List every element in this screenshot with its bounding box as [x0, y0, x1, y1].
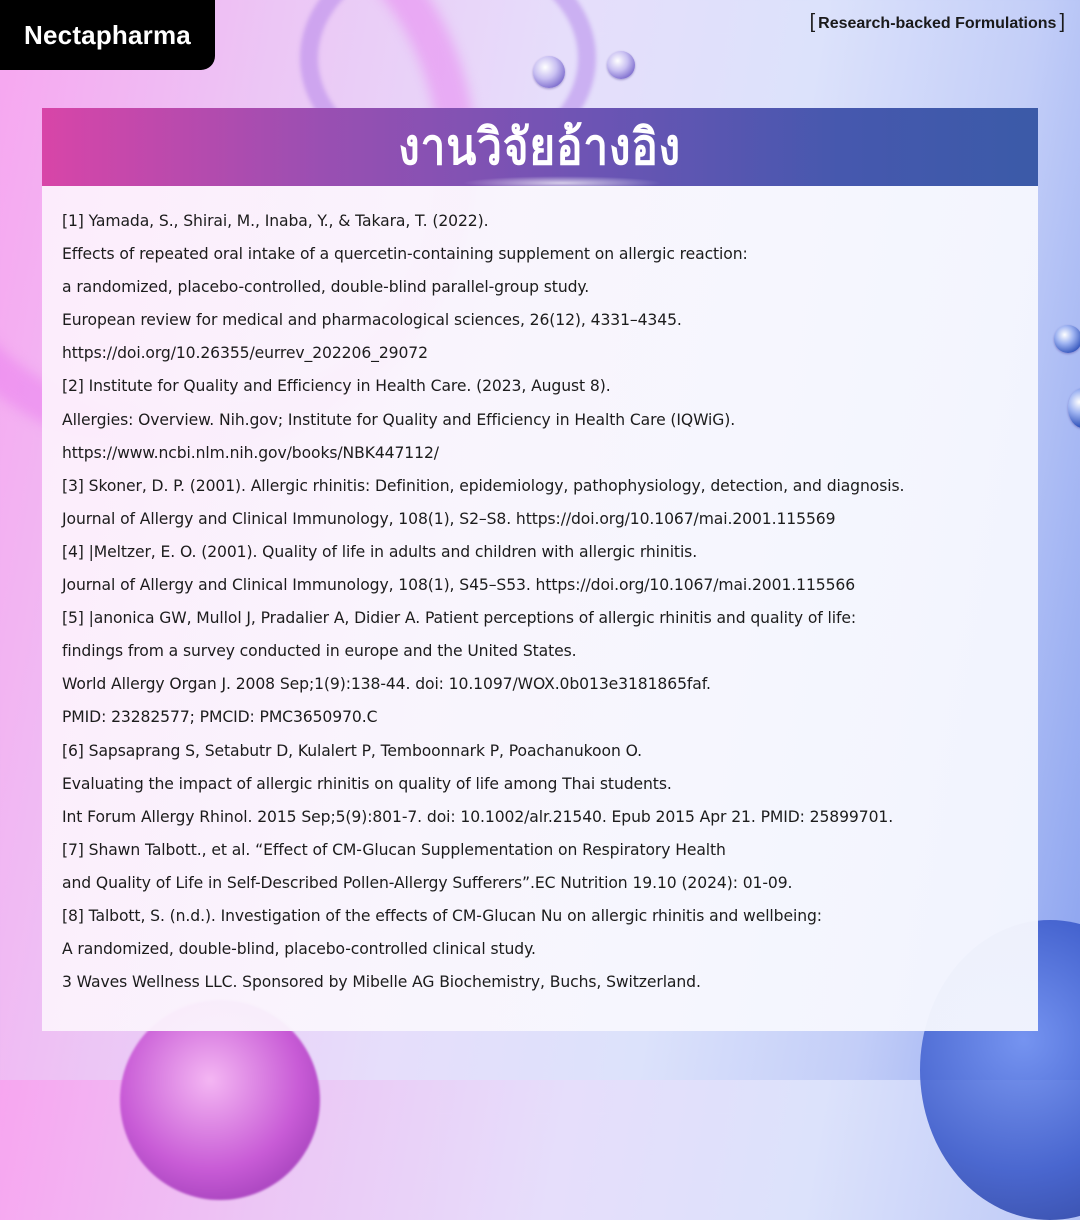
- water-droplet-icon: [1054, 325, 1080, 353]
- reference-line: [7] Shawn Talbott., et al. “Effect of CM-Glucan Supplementation on Respiratory Health: [62, 840, 726, 859]
- reference-item-6: [62, 735, 1038, 834]
- reference-item-1: [62, 205, 1038, 370]
- brand-logo-text: Nectapharma: [24, 19, 191, 50]
- bracket-close: ]: [1059, 11, 1065, 33]
- reference-line: https://doi.org/10.26355/eurrev_202206_29072: [62, 344, 428, 363]
- panel-header: [42, 108, 1038, 186]
- reference-line: Evaluating the impact of allergic rhinitis on quality of life among Thai students.: [62, 774, 672, 793]
- water-droplet-icon: [607, 51, 635, 79]
- reference-line: findings from a survey conducted in europe and the United States.: [62, 642, 577, 661]
- reference-line: World Allergy Organ J. 2008 Sep;1(9):138-44. doi: 10.1097/WOX.0b013e3181865faf.: [62, 675, 711, 694]
- reference-line: [2] Institute for Quality and Efficiency in Health Care. (2023, August 8).: [62, 377, 611, 396]
- brand-tab: [0, 0, 215, 70]
- reference-line: [4] |Meltzer, E. O. (2001). Quality of life in adults and children with allergic rhinitis.: [62, 542, 698, 561]
- reference-line: a randomized, placebo-controlled, double-blind parallel-group study.: [62, 278, 590, 297]
- reference-line: Effects of repeated oral intake of a quercetin-containing supplement on allergic reaction:: [62, 245, 748, 264]
- reference-item-8: [62, 900, 1038, 999]
- tagline: [807, 11, 1068, 34]
- references-panel: [42, 108, 1038, 1031]
- reference-line: [3] Skoner, D. P. (2001). Allergic rhinitis: Definition, epidemiology, pathophysiology, detection, and diagnosis.: [62, 476, 905, 495]
- water-droplet-icon: [1068, 388, 1080, 428]
- reference-line: Journal of Allergy and Clinical Immunology, 108(1), S2–S8. https://doi.org/10.1067/mai.2001.115569: [62, 509, 836, 528]
- tagline-text: Research-backed Formulations: [818, 15, 1057, 32]
- reference-line: Allergies: Overview. Nih.gov; Institute for Quality and Efficiency in Health Care (IQWiG).: [62, 410, 736, 429]
- reference-line: PMID: 23282577; PMCID: PMC3650970.C: [62, 708, 378, 727]
- reference-line: Journal of Allergy and Clinical Immunology, 108(1), S45–S53. https://doi.org/10.1067/mai.2001.115566: [62, 576, 856, 595]
- reference-line: European review for medical and pharmacological sciences, 26(12), 4331–4345.: [62, 311, 682, 330]
- reference-line: [1] Yamada, S., Shirai, M., Inaba, Y., & Takara, T. (2022).: [62, 212, 489, 230]
- reference-item-4: [62, 536, 1038, 602]
- page-title: งานวิจัยอ้างอิง: [398, 118, 682, 176]
- reference-list: [42, 186, 1038, 1031]
- water-droplet-icon: [533, 56, 565, 88]
- reference-line: A randomized, double-blind, placebo-controlled clinical study.: [62, 940, 536, 959]
- reference-item-3: [62, 470, 1038, 536]
- reference-line: [6] Sapsaprang S, Setabutr D, Kulalert P, Temboonnark P, Poachanukoon O.: [62, 741, 642, 760]
- reference-line: and Quality of Life in Self-Described Pollen-Allergy Sufferers”.EC Nutrition 19.10 (2024): 01-09.: [62, 873, 793, 892]
- reference-line: 3 Waves Wellness LLC. Sponsored by Mibelle AG Biochemistry, Buchs, Switzerland.: [62, 973, 701, 992]
- reference-line: [8] Talbott, S. (n.d.). Investigation of the effects of CM-Glucan Nu on allergic rhinitis and wellbeing:: [62, 906, 822, 925]
- reference-item-2: [62, 370, 1038, 469]
- reference-line: https://www.ncbi.nlm.nih.gov/books/NBK447112/: [62, 443, 439, 462]
- reference-item-7: [62, 834, 1038, 900]
- reference-item-5: [62, 602, 1038, 734]
- reference-line: [5] |anonica GW, Mullol J, Pradalier A, Didier A. Patient perceptions of allergic rhinitis and quality of life:: [62, 609, 857, 628]
- reference-line: Int Forum Allergy Rhinol. 2015 Sep;5(9):801-7. doi: 10.1002/alr.21540. Epub 2015 Apr 21. PMID: 25899701.: [62, 807, 894, 826]
- bracket-open: [: [809, 11, 816, 33]
